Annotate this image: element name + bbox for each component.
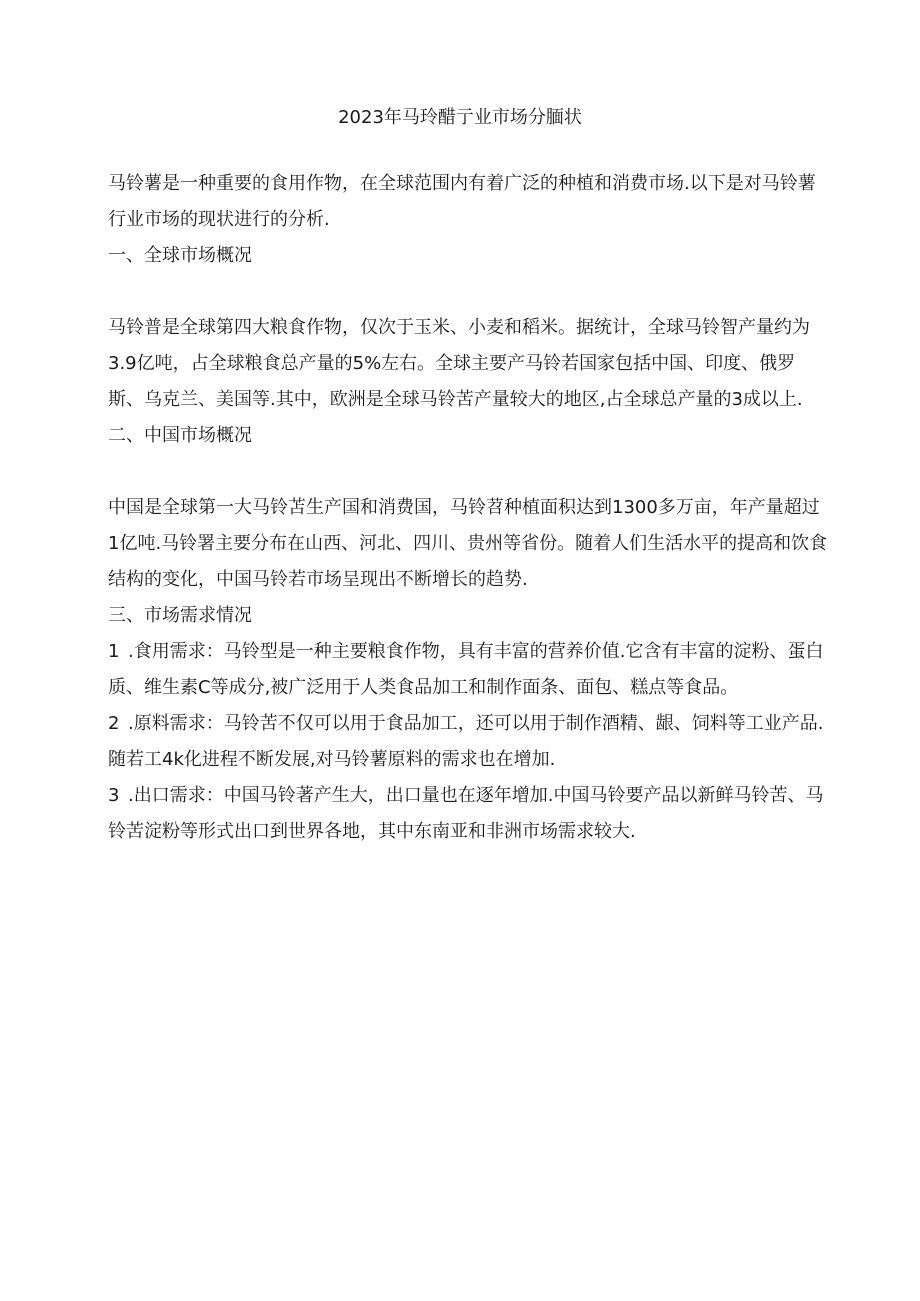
list-item-number: 2 [108, 713, 120, 734]
list-item [108, 706, 828, 778]
section-heading-demand: 三、市场需求情况 [108, 605, 252, 626]
list-item [108, 634, 828, 706]
document-title: 2023年马玲醋亍业市场分腼状 [338, 107, 582, 128]
list-item-text: .原料需求：马铃苦不仅可以用于食品加工，还可以用于制作酒精、龈、饲料等工业产品.随若工4k化进程不断发展,对马铃薯原料的需求也在增加. [108, 713, 824, 770]
intro-paragraph: 马铃薯是一种重要的食用作物，在全球范围内有着广泛的种植和消费市场.以下是对马铃薯行业市场的现状进行的分析. [108, 173, 816, 230]
list-item-number: 1 [108, 641, 120, 662]
section-heading-global: 一、全球市场概况 [108, 245, 252, 266]
list-item-number: 3 [108, 785, 120, 806]
list-item [108, 778, 828, 850]
section-heading-china: 二、中国市场概况 [108, 425, 252, 446]
list-item-text: .出口需求：中国马铃著产生大，出口量也在逐年增加.中国马铃要产品以新鲜马铃苦、马铃苦淀粉等形式出口到世界各地，其中东南亚和非洲市场需求较大. [108, 785, 824, 842]
document-body [108, 166, 828, 850]
section-body-global: 马铃普是全球第四大粮食作物，仅次于玉米、小麦和稻米。据统计，全球马铃智产量约为3.9亿吨，占全球粮食总产量的5%左右。全球主要产马铃若国家包括中国、印度、俄罗斯、乌克兰、美国等.其中，欧洲是全球马铃苦产量较大的地区,占全球总产量的3成以上. [108, 317, 810, 410]
list-item-text: .食用需求：马铃型是一种主要粮食作物，具有丰富的营养价值.它含有丰富的淀粉、蛋白质、维生素C等成分,被广泛用于人类食品加工和制作面条、面包、糕点等食品。 [108, 641, 824, 698]
section-body-china: 中国是全球第一大马铃苫生产国和消费国，马铃苕种植面积达到1300多万亩，年产量超过1亿吨.马铃署主要分布在山西、河北、四川、贵州等省份。随着人们生活水平的提高和饮食结构的变化，中国马铃若市场呈现出不断增长的趋势. [108, 497, 828, 590]
